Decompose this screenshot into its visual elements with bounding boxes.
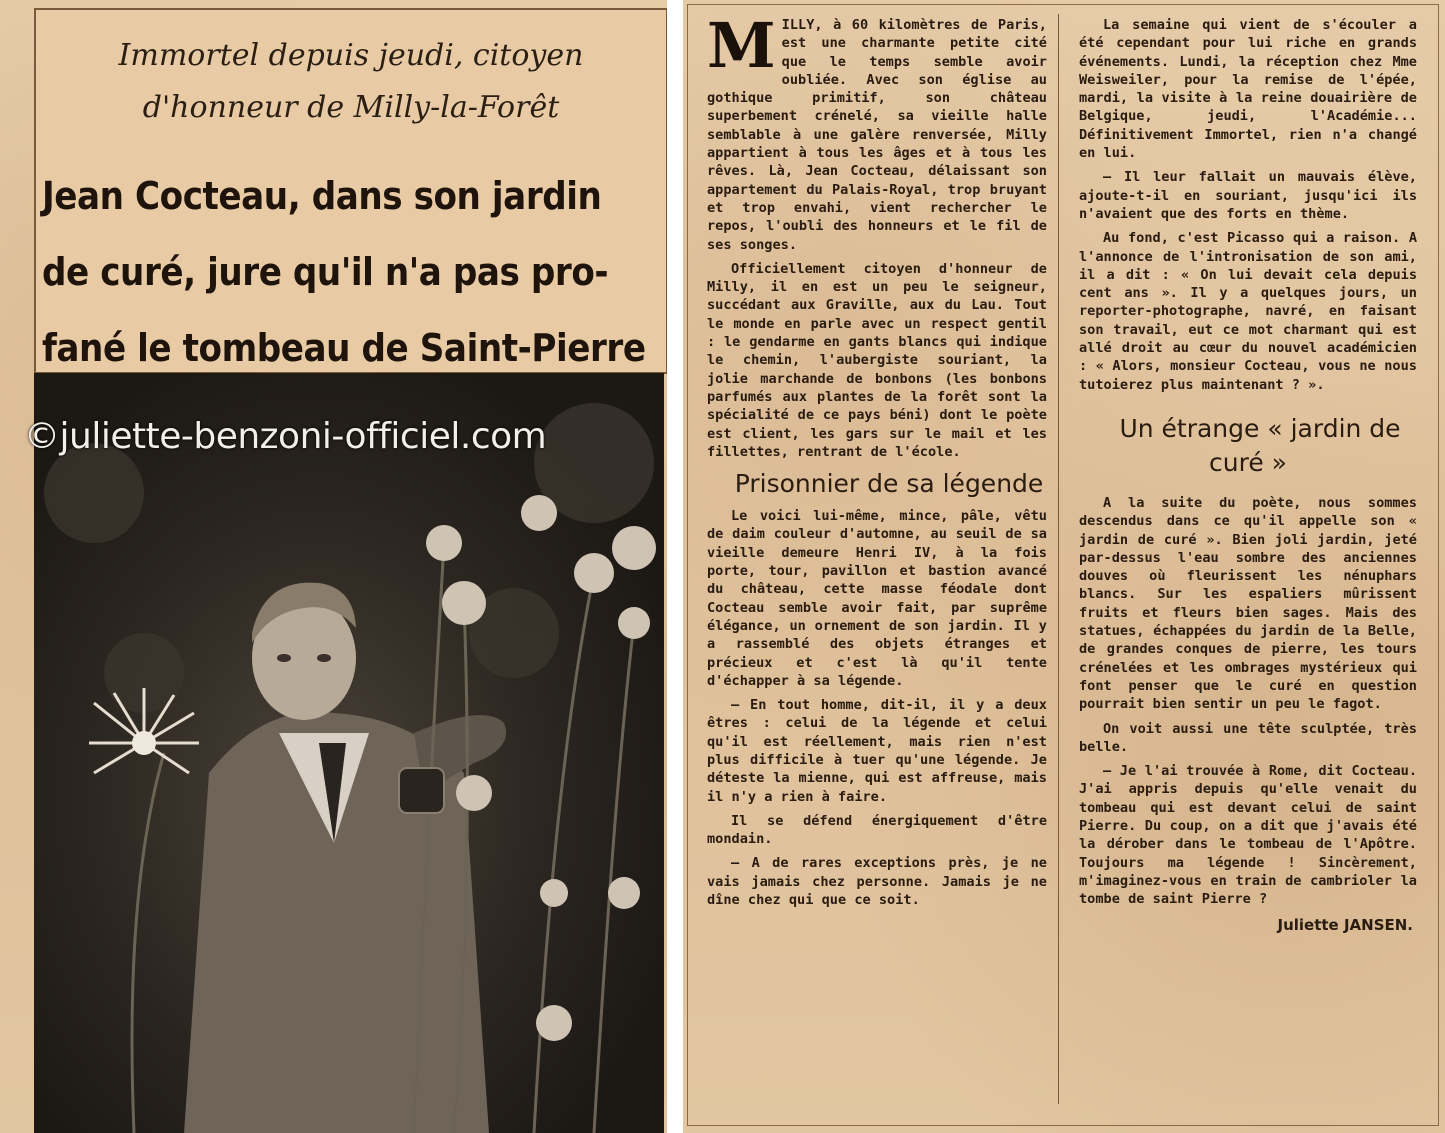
title-line-2: de curé, jure qu'il n'a pas pro- [42, 250, 609, 294]
col2-paragraph-3: Au fond, c'est Picasso qui a raison. A l'annonce de l'intronisation de son ami, il a dit : « On lui devait cela depuis cent ans ». Il y a quelques jours, un reporter-photographe, navré, en faisant son travail, eut ce mot charmant qui est allé droit au cœur du nouvel académicien : « Alors, monsieur Cocteau, vous ne nous tutoierez plus maintenant ? ». [1079, 230, 1417, 393]
col1-paragraph-1: MILLY, à 60 kilomètres de Paris, est une charmante petite cité que le temps semble avoir oubliée. Avec son église au gothique primitif, son château superbement crénelé, sa vieille halle semblable à une galère renversée, Milly appartient à tous les âges et à tous les rêves. Là, Jean Cocteau, délaissant son appartement du Palais-Royal, trop bruyant et trop envahi, vient rechercher le repos, l'oubli des honneurs et le fil de ses songes. [707, 9, 1047, 253]
col1-paragraph-3: Le voici lui-même, mince, pâle, vêtu de daim couleur d'automne, au seuil de sa vieille demeure Henri IV, à la fois porte, tour, pavillon et bastion avancé du château, cette masse féodale dont Cocteau semble avoir fait, par suprême élégance, un ornement de son jardin. Il y a rassemblé des objets étranges et précieux et c'est là qu'il tente d'échapper à sa légende. [707, 508, 1047, 689]
kicker-line-1: Immortel depuis jeudi, citoyen [118, 38, 584, 73]
title-line-3: fané le tombeau de Saint-Pierre [42, 326, 646, 370]
col2-paragraph-4: A la suite du poète, nous sommes descendus dans ce qu'il appelle son « jardin de curé ». Bien joli jardin, jeté par-dessus l'eau sombre des anciennes douves où fleurissent les nénuphars blancs. Sur les espaliers mûrissent fruits et fleurs bien sages. Mais des statues, échappées du jardin de la Belle, de grandes conques de pierre, les tours crénelées et les ombrages mystérieux qui font penser que le curé en question pourrait bien sentir un peu le fagot. [1079, 494, 1417, 713]
watermark-text: ©juliette-benzoni-officiel.com [24, 416, 547, 457]
kicker-line-2: d'honneur de Milly-la-Forêt [142, 90, 560, 125]
headline-title [42, 158, 663, 386]
col1-paragraph-6: — A de rares exceptions près, je ne vais jamais chez personne. Jamais je ne dîne chez qui que ce soit. [707, 855, 1047, 909]
col1-paragraph-4: — En tout homme, dit-il, il y a deux êtres : celui de la légende et celui qu'il est réellement, mais rien n'est plus difficile à tuer qu'une légende. Je déteste la mienne, qui est affreuse, mais il n'y a rien à faire. [707, 697, 1047, 805]
column-2 [1079, 16, 1417, 935]
column-rule [1058, 14, 1059, 1104]
col2-paragraph-2: — Il leur fallait un mauvais élève, ajoute-t-il en souriant, jusqu'ici ils n'avaient que des forts en thème. [1079, 169, 1417, 222]
headline-box [34, 8, 667, 374]
left-clipping [0, 0, 667, 1133]
col2-paragraph-1: La semaine qui vient de s'écouler a été cependant pour lui riche en grands événements. Lundi, la réception chez Mme Weisweiler, pour la remise de l'épée, mardi, la visite à la reine douairière de Belgique, jeudi, l'Académie... Définitivement Immortel, rien n'a changé en lui. [1079, 17, 1417, 162]
dropcap: M [707, 9, 776, 82]
col2-paragraph-6: — Je l'ai trouvée à Rome, dit Cocteau. J'ai appris depuis qu'elle venait du tombeau qui est devant celui de saint Pierre. Du coup, on a dit que j'avais été la dérober dans le tombeau de l'Apôtre. Toujours ma légende ! Sincèrement, m'imaginez-vous en train de cambrioler la tombe de saint Pierre ? [1079, 763, 1417, 908]
title-line-1: Jean Cocteau, dans son jardin [42, 174, 602, 218]
kicker [36, 30, 666, 134]
col2-paragraph-5: On voit aussi une tête sculptée, très belle. [1079, 720, 1417, 755]
subhead-prisonnier: Prisonnier de sa légende [734, 469, 1044, 499]
col1-paragraph-5: Il se défend énergiquement d'être mondain. [707, 812, 1047, 848]
column-1 [707, 9, 1047, 915]
right-clipping [683, 0, 1445, 1133]
subhead-jardin: Un étrange « jardin de curé » [1119, 413, 1401, 477]
garden-photo-illustration [34, 373, 664, 1133]
byline: Juliette JANSEN. [1277, 916, 1413, 935]
col1-paragraph-2: Officiellement citoyen d'honneur de Milly, il en est un peu le seigneur, succédant aux Graville, aux du Lau. Tout le monde en parle avec un respect gentil : le gendarme en gants blancs qui indique le chemin, l'aubergiste souriant, la jolie marchande de bonbons (les bonbons parfumés aux plantes de la forêt sont la spécialité de ce pays béni) dont le poète est client, les gars sur le mail et les fillettes, rentrant de l'école. [707, 260, 1047, 460]
photo-cocteau-garden [34, 373, 664, 1133]
